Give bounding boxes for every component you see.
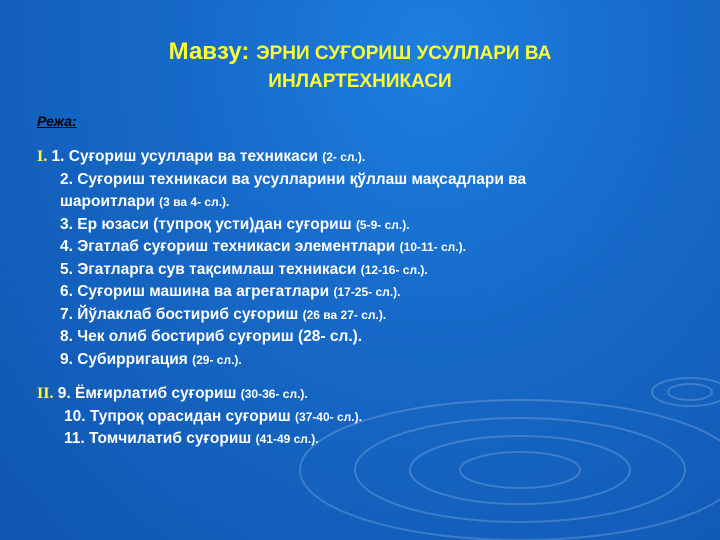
- section-1-numeral: I.: [37, 148, 48, 165]
- list-item: 8. Чек олиб бостириб суғориш (28- сл.).: [60, 328, 363, 345]
- section-2-numeral: II.: [37, 385, 54, 402]
- list-item: 11. Томчилатиб суғориш (41-49 сл.).: [64, 430, 319, 447]
- title-line1: ЭРНИ СУҒОРИШ УСУЛЛАРИ ВА: [256, 43, 552, 64]
- plan-label: Режа:: [37, 113, 77, 129]
- list-item: 5. Эгатларга сув тақсимлаш техникаси (12-16- сл.).: [60, 260, 428, 278]
- title-line2: ИНЛАРТЕХНИКАСИ: [268, 71, 452, 92]
- list-item: 2. Суғориш техникаси ва усулларини қўллаш мақсадлари ва: [60, 170, 527, 188]
- list-item: 9. Субирригация (29- сл.).: [60, 350, 242, 368]
- slide-title: [0, 38, 720, 96]
- list-item: шароитлари (3 ва 4- сл.).: [60, 193, 230, 210]
- title-prefix: Мавзу:: [168, 38, 250, 65]
- list-item: 7. Йўлаклаб бостириб суғориш (26 ва 27- сл.).: [60, 305, 387, 323]
- plan-list: [37, 146, 697, 451]
- list-item: I. 1. Суғориш усуллари ва техникаси (2- сл.).: [37, 148, 366, 165]
- list-item: 4. Эгатлаб суғориш техникаси элементлари (10-11- сл.).: [60, 238, 466, 255]
- list-item: 10. Тупроқ орасидан суғориш (37-40- сл.).: [64, 407, 362, 425]
- list-item: 6. Суғориш машина ва агрегатлари (17-25- сл.).: [60, 283, 401, 300]
- list-item: 3. Ер юзаси (тупроқ усти)дан суғориш (5-9- сл.).: [60, 215, 410, 233]
- list-item: II. 9. Ёмғирлатиб суғориш (30-36- сл.).: [37, 385, 308, 402]
